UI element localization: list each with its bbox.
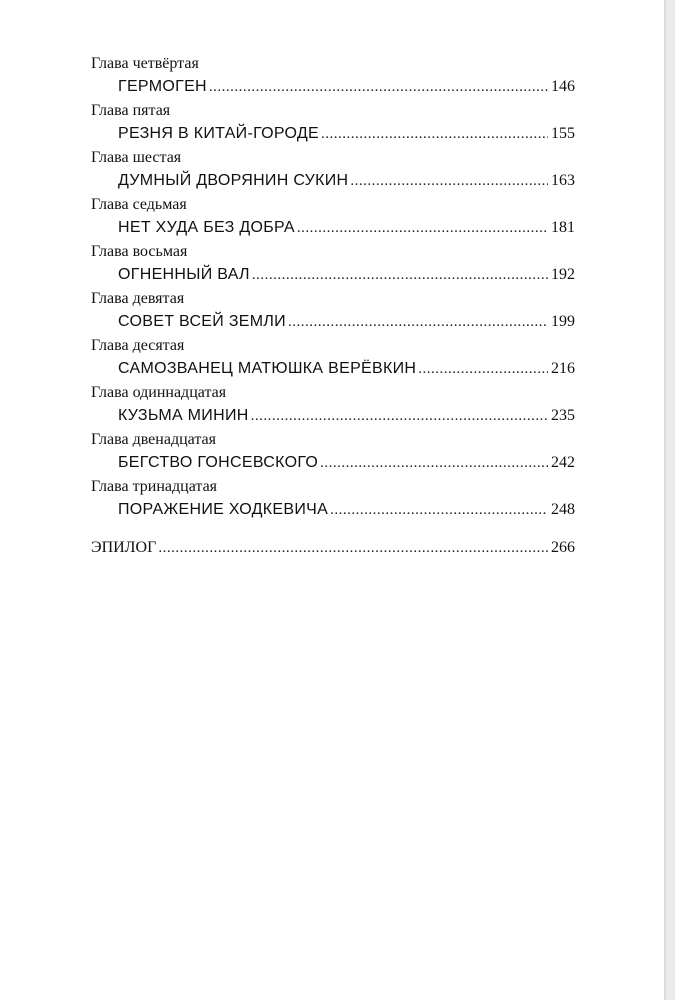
dot-leader: [297, 216, 548, 240]
page-number: 216: [551, 360, 575, 377]
dot-leader: [251, 404, 548, 428]
chapter-label: Глава пятая: [91, 102, 171, 119]
chapter-label: Глава десятая: [91, 337, 185, 354]
toc-entry[interactable]: [91, 122, 575, 146]
toc-chapter-10: [91, 334, 575, 381]
chapter-title: ОГНЕННЫЙ ВАЛ: [118, 266, 250, 283]
chapter-title: ДУМНЫЙ ДВОРЯНИН СУКИН: [118, 172, 349, 189]
page-number: 163: [551, 172, 575, 189]
toc-chapter-11: [91, 381, 575, 428]
toc-entry[interactable]: [91, 310, 575, 334]
toc-chapter-7: [91, 193, 575, 240]
toc-chapter-5: [91, 99, 575, 146]
page-number: 266: [551, 539, 575, 556]
dot-leader: [158, 536, 548, 560]
dot-leader: [320, 451, 548, 475]
chapter-label: Глава тринадцатая: [91, 478, 218, 495]
chapter-label: Глава девятая: [91, 290, 185, 307]
toc-entry[interactable]: [91, 216, 575, 240]
page-number: 235: [551, 407, 575, 424]
dot-leader: [350, 169, 548, 193]
chapter-title: ПОРАЖЕНИЕ ХОДКЕВИЧА: [118, 501, 329, 518]
toc-chapter-4: [91, 52, 575, 99]
dot-leader: [288, 310, 548, 334]
chapter-label: Глава двенадцатая: [91, 431, 216, 448]
toc-entry[interactable]: [91, 75, 575, 99]
page-number: 199: [551, 313, 575, 330]
chapter-title: ГЕРМОГЕН: [118, 78, 207, 95]
toc-entry[interactable]: [91, 357, 575, 381]
toc-chapter-13: [91, 475, 575, 522]
toc-entry[interactable]: [91, 169, 575, 193]
dot-leader: [330, 498, 548, 522]
toc-chapter-9: [91, 287, 575, 334]
chapter-label: Глава одиннадцатая: [91, 384, 227, 401]
chapter-title: СОВЕТ ВСЕЙ ЗЕМЛИ: [118, 313, 286, 330]
page-number: 242: [551, 454, 575, 471]
chapter-label: Глава шестая: [91, 149, 182, 166]
page-number: 192: [551, 266, 575, 283]
chapter-label: Глава четвёртая: [91, 55, 199, 72]
chapter-title: НЕТ ХУДА БЕЗ ДОБРА: [118, 219, 295, 236]
dot-leader: [209, 75, 548, 99]
chapter-label: Глава седьмая: [91, 196, 187, 213]
page-number: 181: [551, 219, 575, 236]
toc-entry[interactable]: [91, 263, 575, 287]
chapter-title: РЕЗНЯ В КИТАЙ-ГОРОДЕ: [118, 125, 320, 142]
page-number: 146: [551, 78, 575, 95]
toc-entry-epilogue[interactable]: [91, 536, 575, 560]
chapter-title: САМОЗВАНЕЦ МАТЮШКА ВЕРЁВКИН: [118, 360, 417, 377]
page-number: 248: [551, 501, 575, 518]
toc-chapter-12: [91, 428, 575, 475]
chapter-label: Глава восьмая: [91, 243, 188, 260]
epilogue-title: ЭПИЛОГ: [91, 539, 157, 556]
chapter-title: БЕГСТВО ГОНСЕВСКОГО: [118, 454, 319, 471]
toc-chapter-8: [91, 240, 575, 287]
table-of-contents: [91, 52, 575, 560]
toc-entry[interactable]: [91, 498, 575, 522]
dot-leader: [321, 122, 548, 146]
chapter-title: КУЗЬМА МИНИН: [118, 407, 249, 424]
dot-leader: [418, 357, 548, 381]
toc-entry[interactable]: [91, 451, 575, 475]
toc-chapter-6: [91, 146, 575, 193]
page-number: 155: [551, 125, 575, 142]
toc-entry[interactable]: [91, 404, 575, 428]
dot-leader: [252, 263, 548, 287]
